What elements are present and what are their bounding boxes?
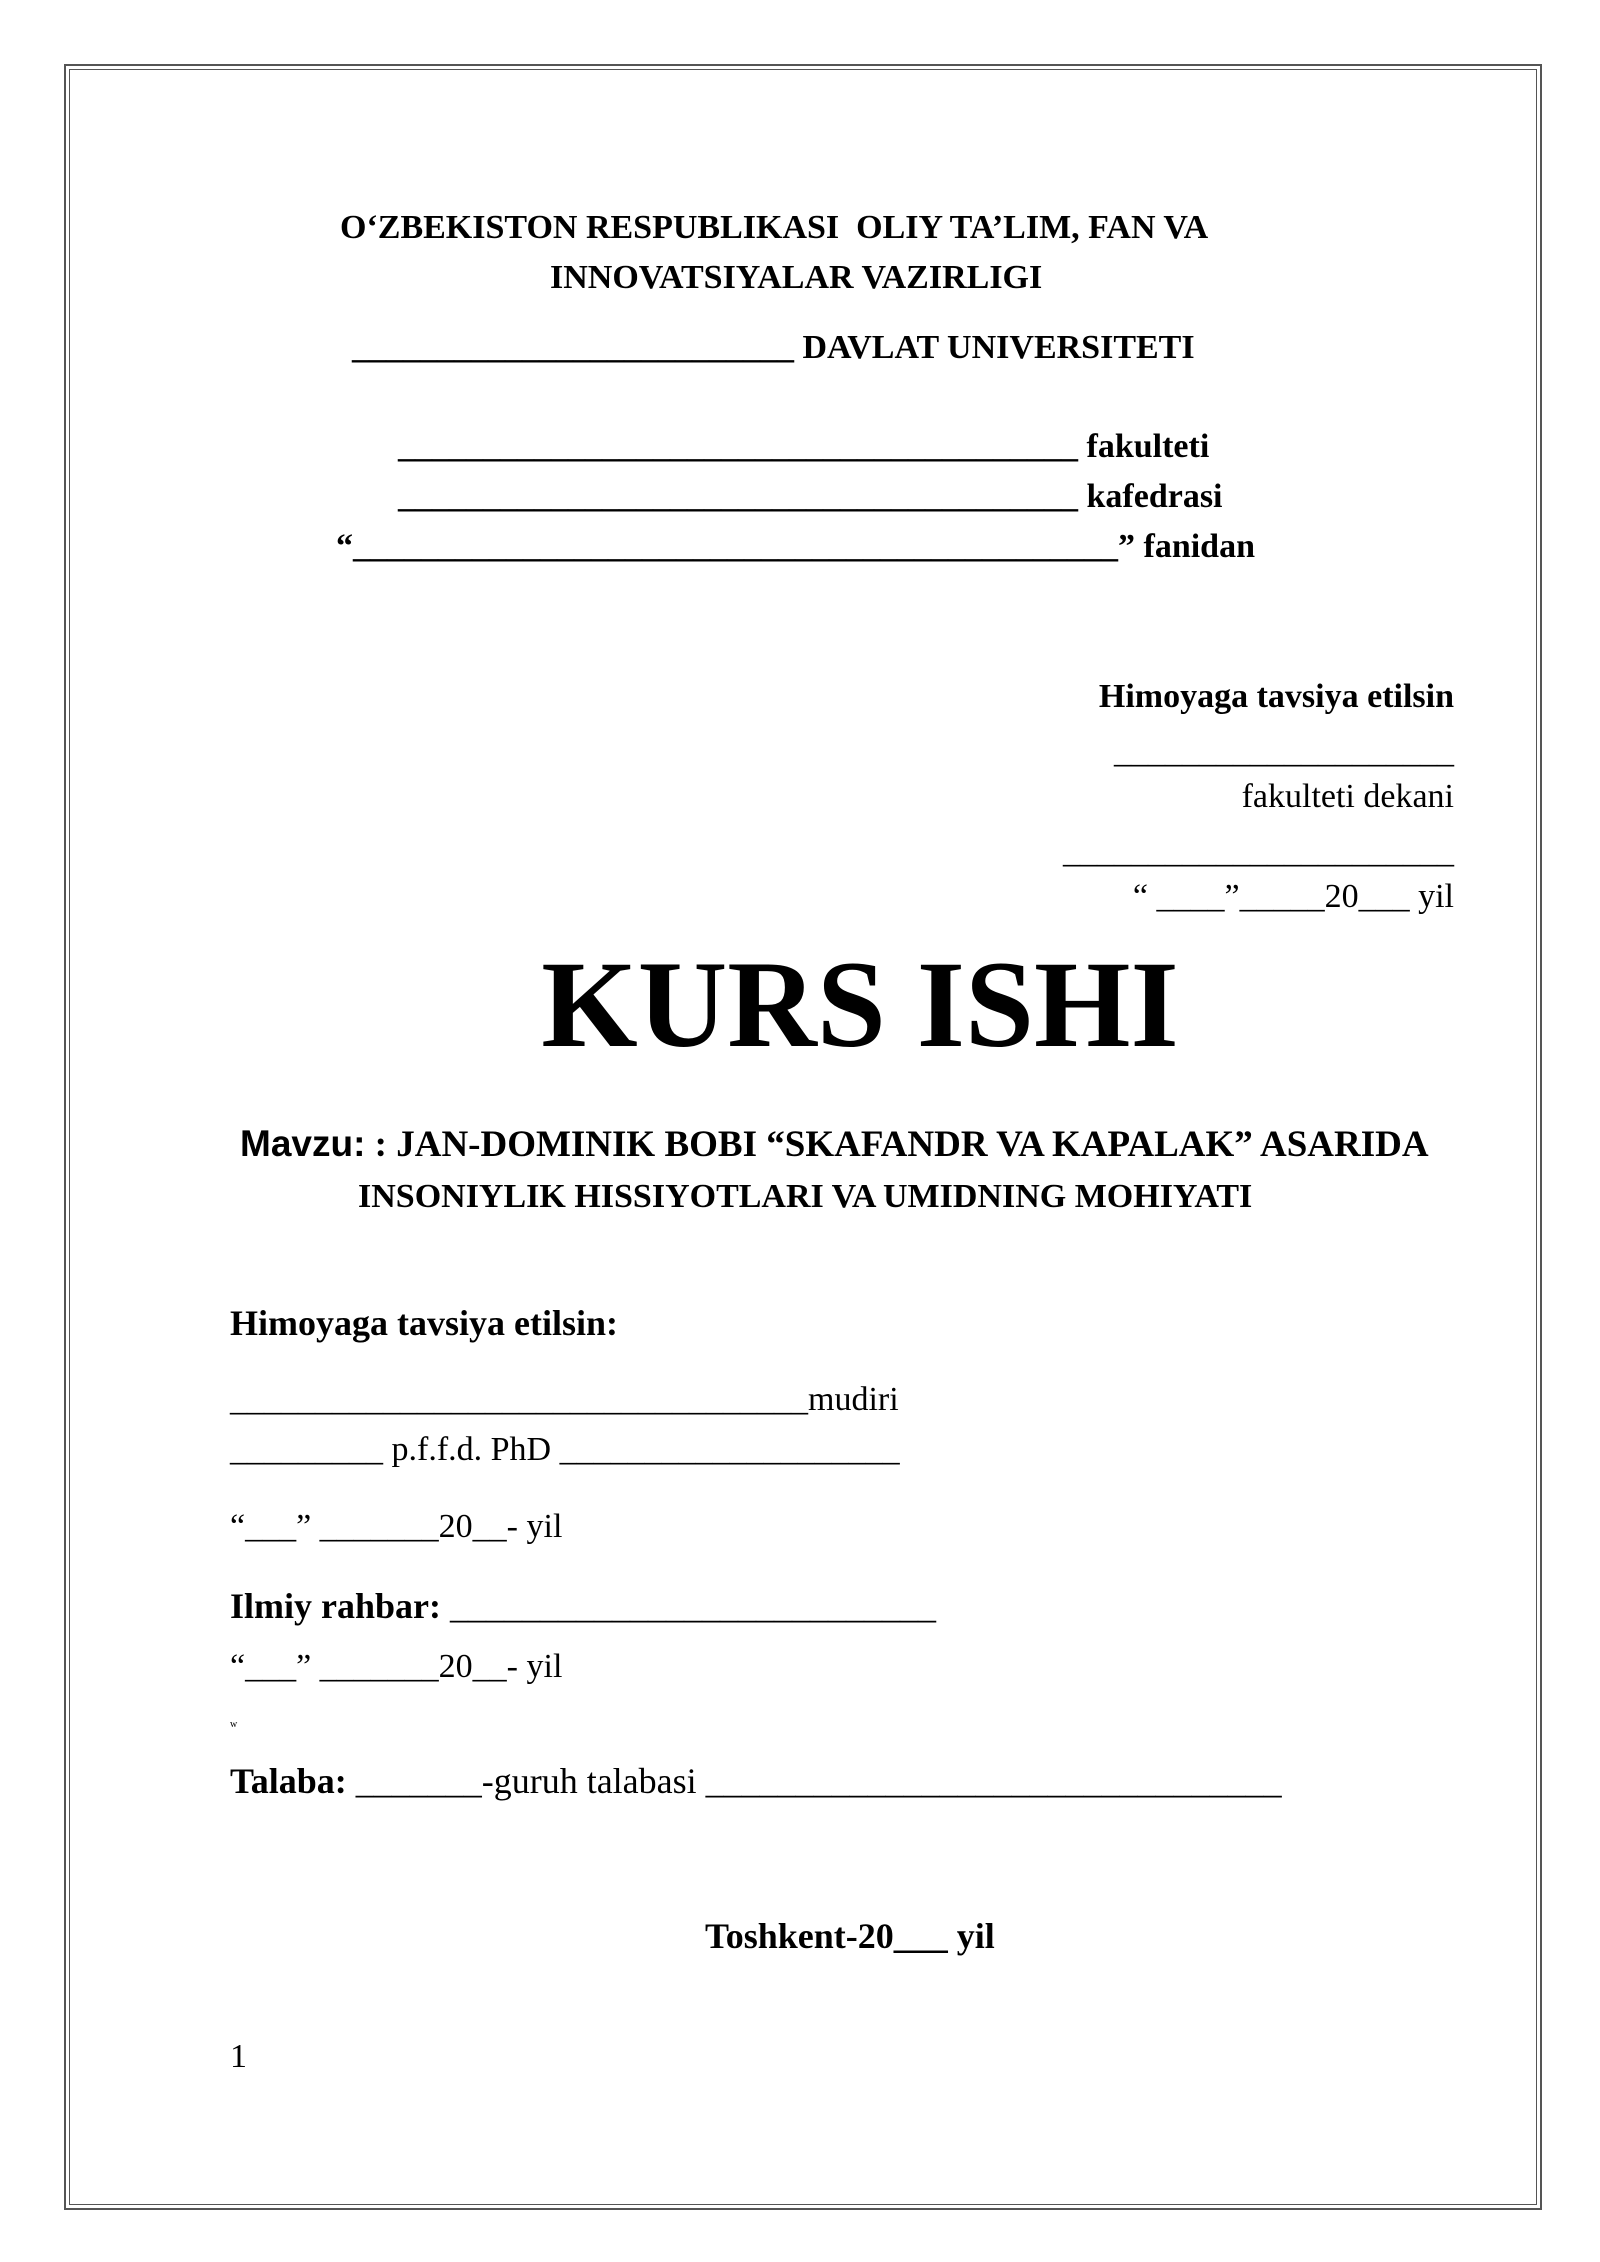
dean-sign-line-2: _______________________ xyxy=(1063,833,1454,870)
ministry-line-1: O‘ZBEKISTON RESPUBLIKASI OLIY TA’LIM, FAN VA xyxy=(340,209,1209,246)
dean-date: “ ____”_____20___ yil xyxy=(1132,878,1454,915)
faculty-line: ________________________________________ fakulteti xyxy=(398,428,1210,465)
degree-line: _________ p.f.f.d. PhD ____________________ xyxy=(230,1431,900,1468)
approval-date-2: “___” _______20__- yil xyxy=(230,1648,563,1685)
topic-line-2: INSONIYLIK HISSIYOTLARI VA UMIDNING MOHIYATI xyxy=(358,1178,1253,1215)
subject-line: “_____________________________________________” fanidan xyxy=(336,528,1255,565)
head-of-department-line: __________________________________mudiri xyxy=(230,1381,899,1418)
supervisor-line xyxy=(230,1588,936,1624)
topic-text-1: : JAN-DOMINIK BOBI “SKAFANDR VA KAPALAK” ASARIDA xyxy=(374,1124,1429,1165)
supervisor-label: Ilmiy rahbar: xyxy=(230,1586,441,1626)
supervisor-blank: ___________________________ xyxy=(441,1586,936,1626)
topic-label: Mavzu: xyxy=(240,1123,366,1164)
approval-top-title: Himoyaga tavsiya etilsin xyxy=(1098,678,1454,715)
page-number: 1 xyxy=(230,2038,247,2075)
student-line xyxy=(230,1763,1282,1799)
small-mark: w xyxy=(230,1719,238,1730)
ministry-line-2: INNOVATSIYALAR VAZIRLIGI xyxy=(550,259,1043,296)
student-label: Talaba: xyxy=(230,1761,347,1801)
department-line: ________________________________________ kafedrasi xyxy=(398,478,1223,515)
student-blank: _______-guruh talabasi ________________________________ xyxy=(346,1761,1282,1801)
approval-bottom-title: Himoyaga tavsiya etilsin: xyxy=(230,1303,618,1343)
city-year: Toshkent-20___ yil xyxy=(705,1916,995,1956)
dean-role: fakulteti dekani xyxy=(1241,778,1454,815)
document-title: KURS ISHI xyxy=(541,936,1179,1073)
topic-line-1 xyxy=(240,1125,1429,1163)
university-line: __________________________ DAVLAT UNIVERSITETI xyxy=(352,329,1195,366)
approval-date-1: “___” _______20__- yil xyxy=(230,1508,563,1545)
dean-sign-line: ____________________ xyxy=(1114,733,1454,770)
